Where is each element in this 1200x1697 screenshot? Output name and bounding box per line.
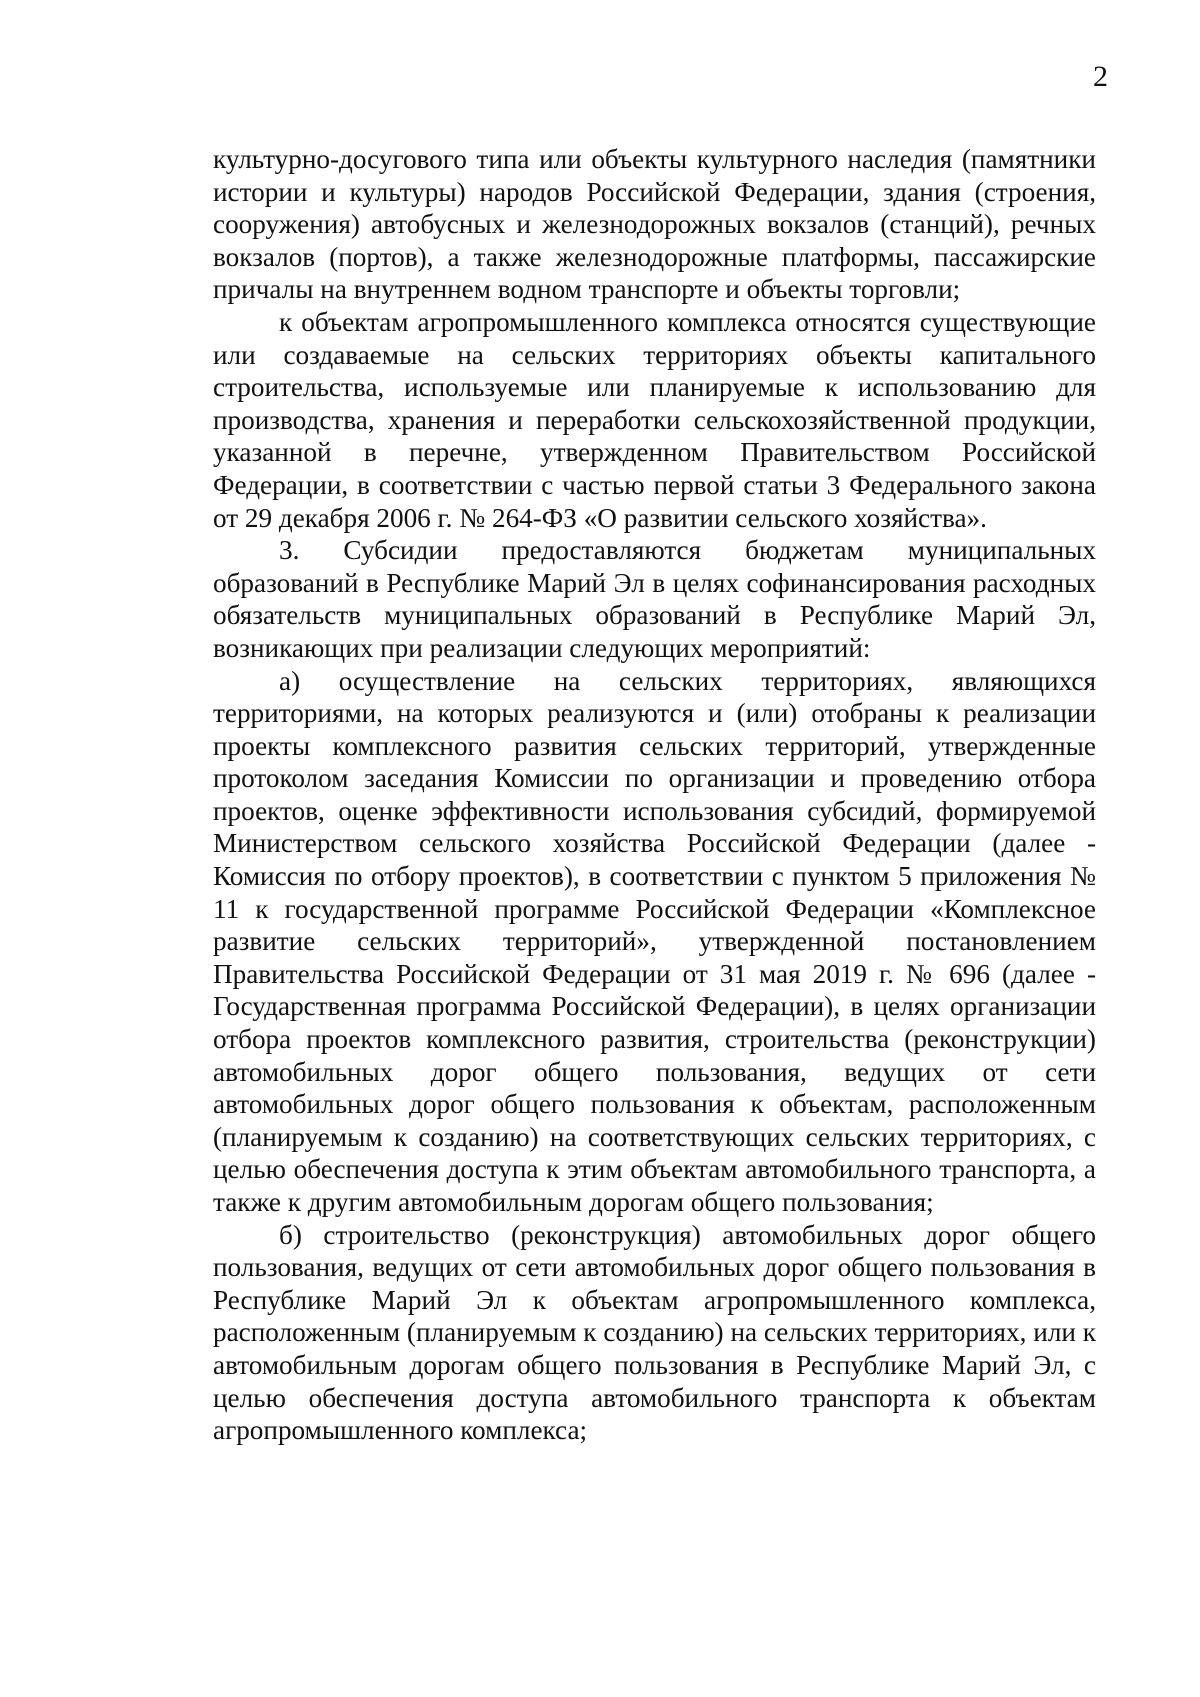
paragraph-item-3a: а) осуществление на сельских территориях, являющихся территориями, на которых реализуются и (или) отобраны к реализации проекты комплексного развития сельских территорий, утвержденные протоколом заседания Комиссии по организации и проведению отбора проектов, оценке эффективности использования субсидий, формируемой Министерством сельского хозяйства Российской Федерации (далее - Комиссия по отбору проектов), в соответствии с пунктом 5 приложения № 11 к государственной программе Российской Федерации «Комплексное развитие сельских территорий», утвержденной постановлением Правительства Российской Федерации от 31 мая 2019 г. № 696 (далее - Государственная программа Российской Федерации), в целях организации отбора проектов комплексного развития, строительства (реконструкции) автомобильных дорог общего пользования, ведущих от сети автомобильных дорог общего пользования к объектам, расположенным (планируемым к созданию) на соответствующих сельских территориях, с целью обеспечения доступа к этим объектам автомобильного транспорта, а также к другим автомобильным дорогам общего пользования;: [213, 665, 1096, 1217]
paragraph-continuation: культурно-досугового типа или объекты культурного наследия (памятники истории и культуры) народов Российской Федерации, здания (строения, сооружения) автобусных и железнодорожных вокзалов (станций), речных вокзалов (портов), а также железнодорожные платформы, пассажирские причалы на внутреннем водном транспорте и объекты торговли;: [213, 144, 1096, 305]
document-body: [213, 143, 1096, 1447]
page-number: 2: [1093, 60, 1108, 93]
paragraph-item-3b: б) строительство (реконструкция) автомобильных дорог общего пользования, ведущих от сети автомобильных дорог общего пользования в Республике Марий Эл к объектам агропромышленного комплекса, расположенным (планируемым к созданию) на сельских территориях, или к автомобильным дорогам общего пользования в Республике Марий Эл, с целью обеспечения доступа автомобильного транспорта к объектам агропромышленного комплекса;: [213, 1219, 1096, 1446]
paragraph-agro-objects: к объектам агропромышленного комплекса относятся существующие или создаваемые на сельских территориях объекты капитального строительства, используемые или планируемые к использованию для производства, хранения и переработки сельскохозяйственной продукции, указанной в перечне, утвержденном Правительством Российской Федерации, в соответствии с частью первой статьи 3 Федерального закона от 29 декабря 2006 г. № 264-ФЗ «О развитии сельского хозяйства».: [213, 306, 1096, 533]
paragraph-item-3: 3. Субсидии предоставляются бюджетам муниципальных образований в Республике Марий Эл в целях софинансирования расходных обязательств муниципальных образований в Республике Марий Эл, возникающих при реализации следующих мероприятий:: [213, 535, 1096, 663]
